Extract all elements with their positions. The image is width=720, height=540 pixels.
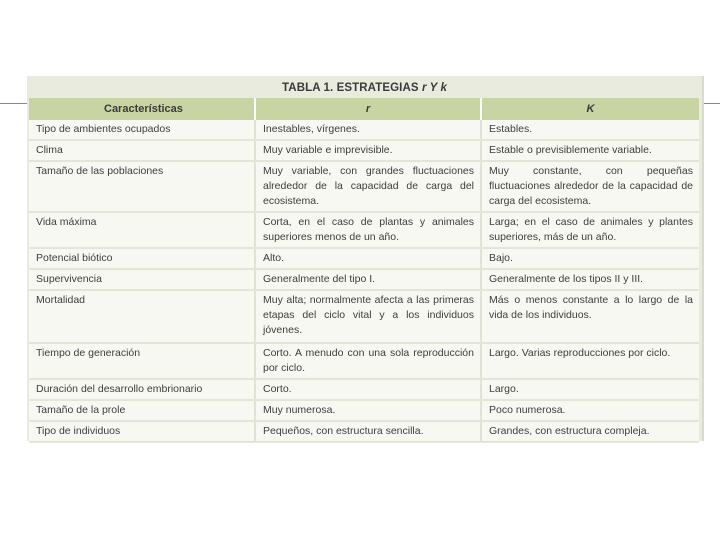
cell-k: Estable o previsiblemente variable.: [481, 140, 699, 161]
header-r: r: [255, 98, 481, 120]
cell-characteristic: Potencial biótico: [29, 248, 255, 269]
cell-characteristic: Tamaño de la prole: [29, 400, 255, 421]
cell-characteristic: Tipo de ambientes ocupados: [29, 120, 255, 140]
table-title: [27, 82, 702, 94]
cell-r: Muy numerosa.: [255, 400, 481, 421]
cell-characteristic: Duración del desarrollo embrionario: [29, 379, 255, 400]
table-row: [29, 140, 699, 161]
table-row: [29, 290, 699, 343]
cell-k: Poco numerosa.: [481, 400, 699, 421]
table-title-y: Y: [426, 82, 441, 94]
cell-k: Estables.: [481, 120, 699, 140]
table-row: [29, 421, 699, 442]
cell-characteristic: Tiempo de generación: [29, 343, 255, 379]
header-characteristics: Características: [29, 98, 255, 120]
cell-characteristic: Tipo de individuos: [29, 421, 255, 442]
cell-k: Más o menos constante a lo largo de la vida de los individuos.: [481, 290, 699, 343]
table-row: [29, 379, 699, 400]
cell-k: Grandes, con estructura compleja.: [481, 421, 699, 442]
table-row: [29, 120, 699, 140]
cell-r: Alto.: [255, 248, 481, 269]
cell-r: Muy variable e imprevisible.: [255, 140, 481, 161]
cell-r: Pequeños, con estructura sencilla.: [255, 421, 481, 442]
table-row: [29, 400, 699, 421]
cell-characteristic: Supervivencia: [29, 269, 255, 290]
cell-characteristic: Clima: [29, 140, 255, 161]
cell-k: Larga; en el caso de animales y plantes superiores, más de un año.: [481, 212, 699, 248]
cell-k: Generalmente de los tipos II y III.: [481, 269, 699, 290]
cell-r: Muy alta; normalmente afecta a las primeras etapas del ciclo vital y a los individuos jóvenes.: [255, 290, 481, 343]
cell-r: Muy variable, con grandes fluctuaciones alrededor de la capacidad de carga del ecosistema.: [255, 161, 481, 212]
table-header-row: [29, 98, 699, 120]
cell-r: Corto. A menudo con una sola reproducción por ciclo.: [255, 343, 481, 379]
table-row: [29, 212, 699, 248]
cell-k: Largo. Varias reproducciones por ciclo.: [481, 343, 699, 379]
scanned-table-image: [27, 76, 702, 441]
table-title-k: k: [440, 82, 447, 94]
cell-k: Muy constante, con pequeñas fluctuaciones alrededor de la capacidad de carga del ecosistema.: [481, 161, 699, 212]
table-row: [29, 161, 699, 212]
cell-characteristic: Mortalidad: [29, 290, 255, 343]
table-row: [29, 343, 699, 379]
table-title-r: r: [421, 82, 427, 94]
cell-r: Corto.: [255, 379, 481, 400]
cell-r: Corta, en el caso de plantas y animales superiores menos de un año.: [255, 212, 481, 248]
cell-k: Largo.: [481, 379, 699, 400]
header-k: K: [481, 98, 699, 120]
cell-characteristic: Vida máxima: [29, 212, 255, 248]
cell-r: Inestables, vírgenes.: [255, 120, 481, 140]
cell-k: Bajo.: [481, 248, 699, 269]
table-title-prefix: TABLA 1. ESTRATEGIAS: [282, 82, 422, 94]
cell-characteristic: Tamaño de las poblaciones: [29, 161, 255, 212]
cell-r: Generalmente del tipo I.: [255, 269, 481, 290]
table-row: [29, 269, 699, 290]
strategies-table: [29, 98, 699, 443]
table-row: [29, 248, 699, 269]
